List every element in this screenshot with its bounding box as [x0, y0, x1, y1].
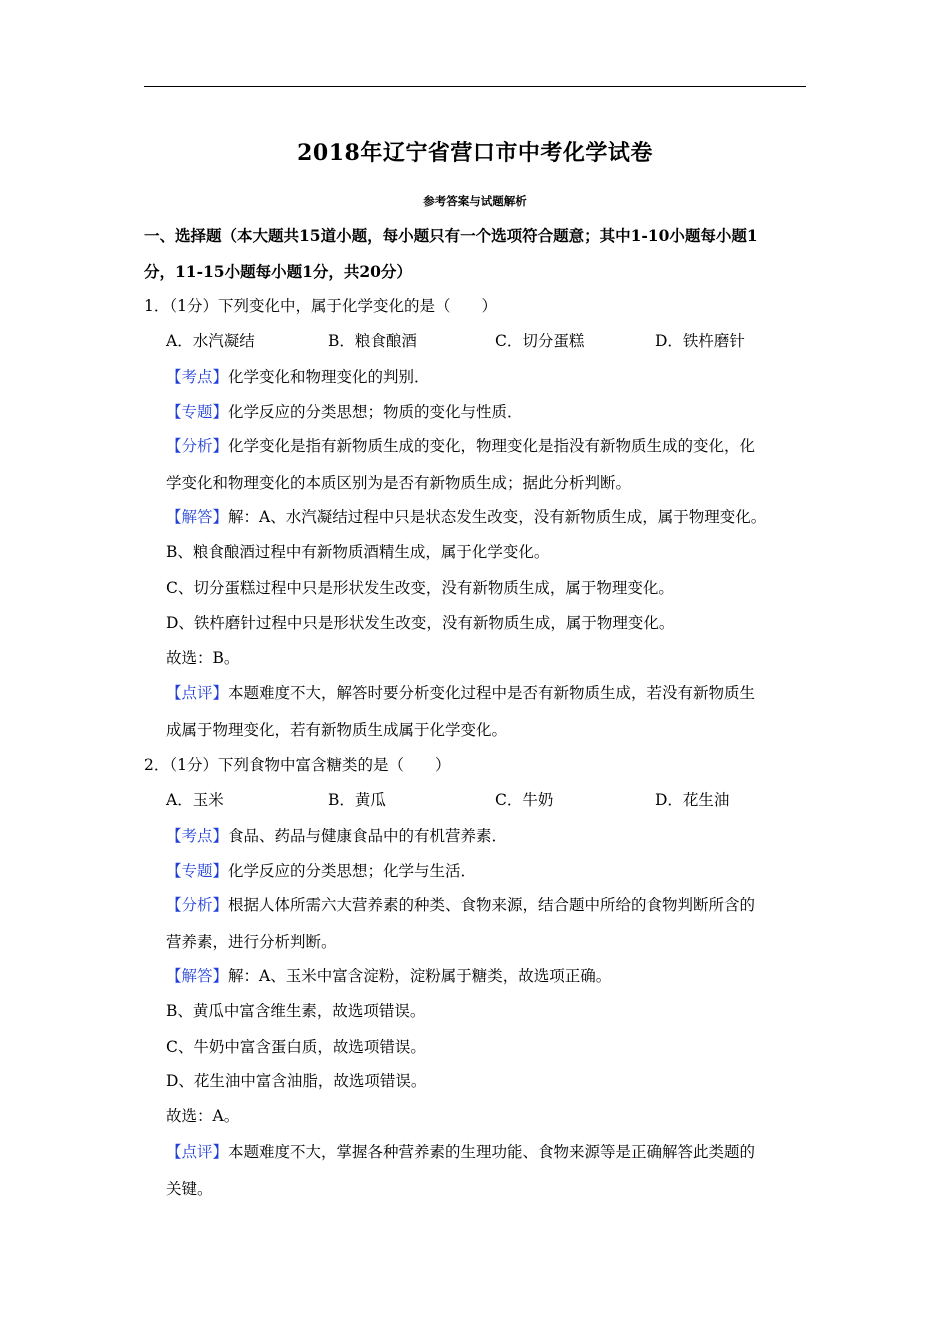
question-1-option-b: B．粮食酿酒	[328, 332, 417, 350]
question-2-dianping	[166, 1142, 755, 1162]
question-1-dianping	[166, 683, 755, 703]
dianping-text-line1: 本题难度不大，掌握各种营养素的生理功能、食物来源等是正确解答此类题的	[228, 1143, 756, 1161]
section-heading-line2: 分，11-15小题每小题1分，共20分）	[144, 262, 412, 281]
kaodian-tag: 【考点】	[166, 827, 229, 845]
zhuanti-tag: 【专题】	[166, 862, 229, 880]
zhuanti-tag: 【专题】	[166, 403, 229, 421]
question-2-jieda	[166, 966, 611, 986]
dianping-text-line1: 本题难度不大，解答时要分析变化过程中是否有新物质生成，若没有新物质生	[228, 684, 756, 702]
fenxi-tag: 【分析】	[166, 437, 229, 455]
question-1-option-c: C．切分蛋糕	[495, 332, 585, 350]
question-2-zhuanti	[166, 861, 476, 881]
kaodian-text: 食品、药品与健康食品中的有机营养素．	[228, 827, 508, 845]
section-heading-line1: 一、选择题（本大题共15道小题，每小题只有一个选项符合题意；其中1-10小题每小题1	[144, 226, 758, 245]
kaodian-text: 化学变化和物理变化的判别．	[228, 368, 430, 386]
jieda-tag: 【解答】	[166, 508, 229, 526]
document-subtitle: 参考答案与试题解析	[423, 194, 527, 208]
document-title: 2018年辽宁省营口市中考化学试卷	[297, 140, 653, 166]
dianping-tag: 【点评】	[166, 1143, 229, 1161]
fenxi-text-line1: 根据人体所需六大营养素的种类、食物来源，结合题中所给的食物判断所含的	[228, 896, 756, 914]
jieda-text-line1: 解：A、水汽凝结过程中只是状态发生改变，没有新物质生成，属于物理变化。	[228, 508, 767, 526]
question-1-fenxi-line2: 学变化和物理变化的本质区别为是否有新物质生成；据此分析判断。	[166, 474, 632, 492]
dianping-tag: 【点评】	[166, 684, 229, 702]
question-2-option-a: A．玉米	[166, 791, 224, 809]
question-1-jieda-line2: B、粮食酿酒过程中有新物质酒精生成，属于化学变化。	[166, 543, 550, 561]
question-1-kaodian	[166, 367, 430, 387]
question-2-stem: 2．（1分）下列食物中富含糖类的是（ ）	[144, 756, 451, 774]
question-1-option-a: A．水汽凝结	[166, 332, 255, 350]
question-2-kaodian	[166, 826, 507, 846]
question-2-jieda-line5: 故选：A。	[166, 1107, 240, 1125]
question-2-fenxi	[166, 895, 755, 915]
question-1-option-d: D．铁杵磨针	[655, 332, 745, 350]
question-1-jieda-line3: C、切分蛋糕过程中只是形状发生改变，没有新物质生成，属于物理变化。	[166, 579, 674, 597]
question-1-jieda-line4: D、铁杵磨针过程中只是形状发生改变，没有新物质生成，属于物理变化。	[166, 614, 675, 632]
zhuanti-text: 化学反应的分类思想；化学与生活．	[228, 862, 477, 880]
jieda-text-line1: 解：A、玉米中富含淀粉，淀粉属于糖类，故选项正确。	[228, 967, 612, 985]
question-2-dianping-line2: 关键。	[166, 1180, 213, 1198]
question-1-zhuanti	[166, 402, 523, 422]
fenxi-tag: 【分析】	[166, 896, 229, 914]
kaodian-tag: 【考点】	[166, 368, 229, 386]
fenxi-text-line1: 化学变化是指有新物质生成的变化，物理变化是指没有新物质生成的变化，化	[228, 437, 756, 455]
question-1-dianping-line2: 成属于物理变化，若有新物质生成属于化学变化。	[166, 721, 508, 739]
question-1-jieda-line5: 故选：B。	[166, 649, 240, 667]
top-rule	[144, 86, 806, 87]
question-2-jieda-line3: C、牛奶中富含蛋白质，故选项错误。	[166, 1038, 426, 1056]
question-2-option-d: D．花生油	[655, 791, 730, 809]
zhuanti-text: 化学反应的分类思想；物质的变化与性质．	[228, 403, 523, 421]
question-1-stem: 1．（1分）下列变化中，属于化学变化的是（ ）	[144, 297, 497, 315]
question-2-fenxi-line2: 营养素，进行分析判断。	[166, 933, 337, 951]
question-2-option-c: C．牛奶	[495, 791, 554, 809]
question-2-jieda-line4: D、花生油中富含油脂，故选项错误。	[166, 1072, 427, 1090]
question-2-jieda-line2: B、黄瓜中富含维生素，故选项错误。	[166, 1002, 426, 1020]
question-2-option-b: B．黄瓜	[328, 791, 386, 809]
jieda-tag: 【解答】	[166, 967, 229, 985]
question-1-fenxi	[166, 436, 755, 456]
question-1-jieda	[166, 507, 766, 527]
